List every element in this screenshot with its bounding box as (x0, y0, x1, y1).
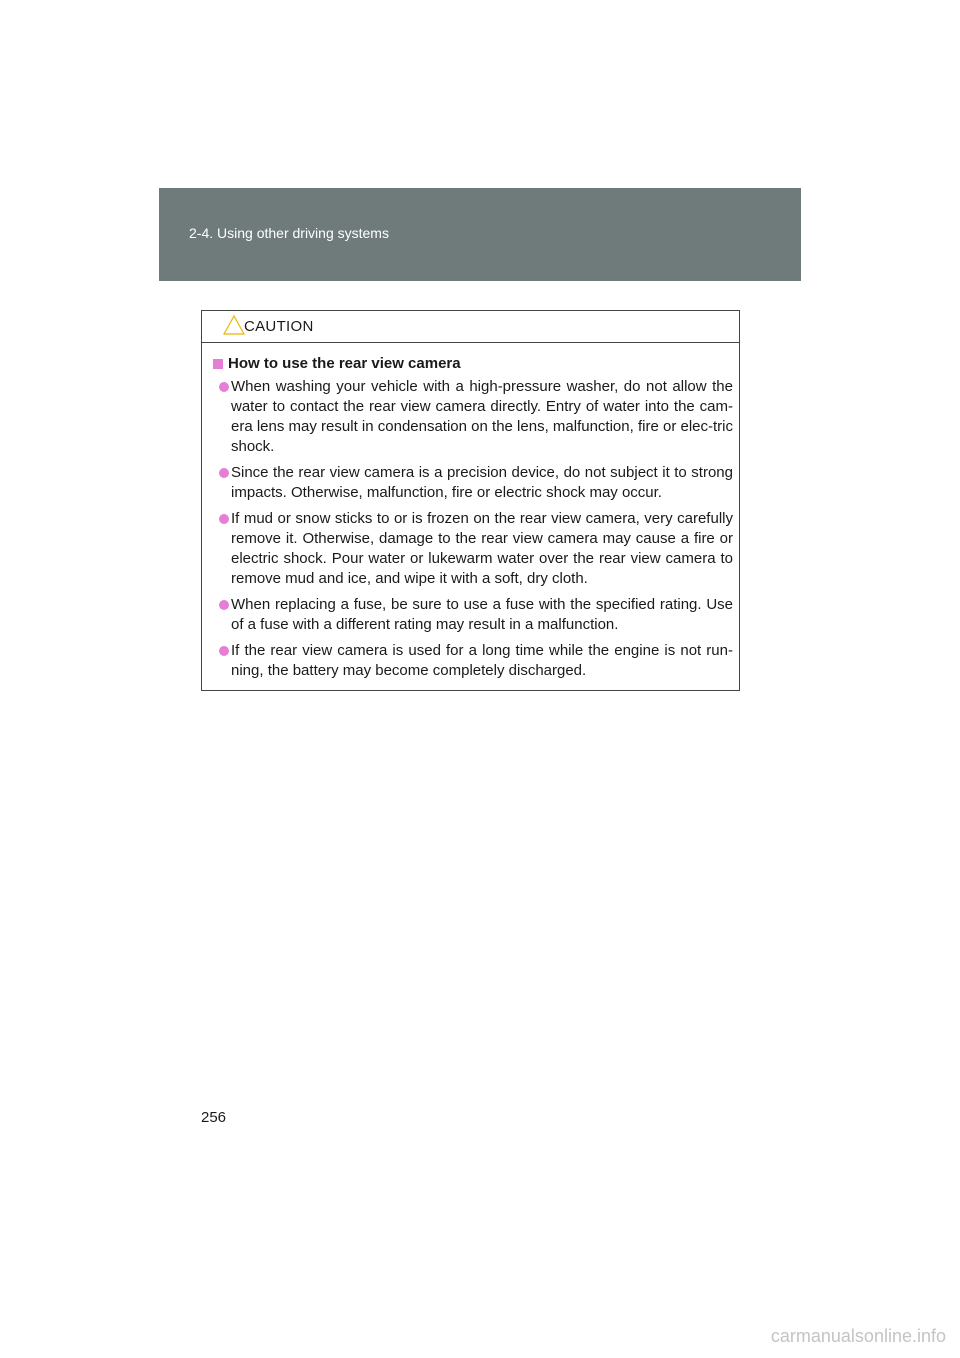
caution-item (213, 377, 733, 457)
caution-item-text: When washing your vehicle with a high-pressure washer, do not allow the water to contact the rear view camera directly. Entry of water into the cam-era lens may result in condensation on the lens, malfunction, fire or elec-tric shock. (231, 378, 733, 455)
caution-label: CAUTION (244, 318, 314, 335)
caution-body (202, 343, 739, 681)
section-header-bar (159, 188, 801, 281)
bullet-dot-icon (219, 600, 229, 610)
bullet-dot-icon (219, 382, 229, 392)
square-bullet-icon (213, 359, 223, 369)
section-title: 2-4. Using other driving systems (189, 225, 389, 241)
caution-section-title-text: How to use the rear view camera (228, 355, 461, 372)
warning-triangle-icon (223, 315, 245, 335)
bullet-dot-icon (219, 646, 229, 656)
caution-item-text: Since the rear view camera is a precision device, do not subject it to strong impacts. Otherwise, malfunction, fire or electric shock may occur. (231, 464, 733, 501)
caution-item-text: If the rear view camera is used for a long time while the engine is not run-ning, the battery may become completely discharged. (231, 642, 733, 679)
bullet-dot-icon (219, 468, 229, 478)
caution-item (213, 595, 733, 635)
caution-item-text: If mud or snow sticks to or is frozen on the rear view camera, very carefully remove it. Otherwise, damage to the rear view camera may cause a fire or electric shock. Pour water or lukewarm water over the rear view camera to remove mud and ice, and wipe it with a soft, dry cloth. (231, 510, 733, 587)
page-number: 256 (201, 1109, 227, 1126)
caution-header (202, 311, 739, 343)
caution-section-title (213, 355, 733, 372)
caution-item-text: When replacing a fuse, be sure to use a fuse with the specified rating. Use of a fuse with a different rating may result in a malfunction. (231, 596, 733, 633)
watermark-link[interactable]: carmanualsonline.info (770, 1326, 946, 1346)
bullet-dot-icon (219, 514, 229, 524)
caution-item (213, 509, 733, 589)
caution-box (201, 310, 740, 691)
caution-item (213, 641, 733, 681)
caution-item (213, 463, 733, 503)
